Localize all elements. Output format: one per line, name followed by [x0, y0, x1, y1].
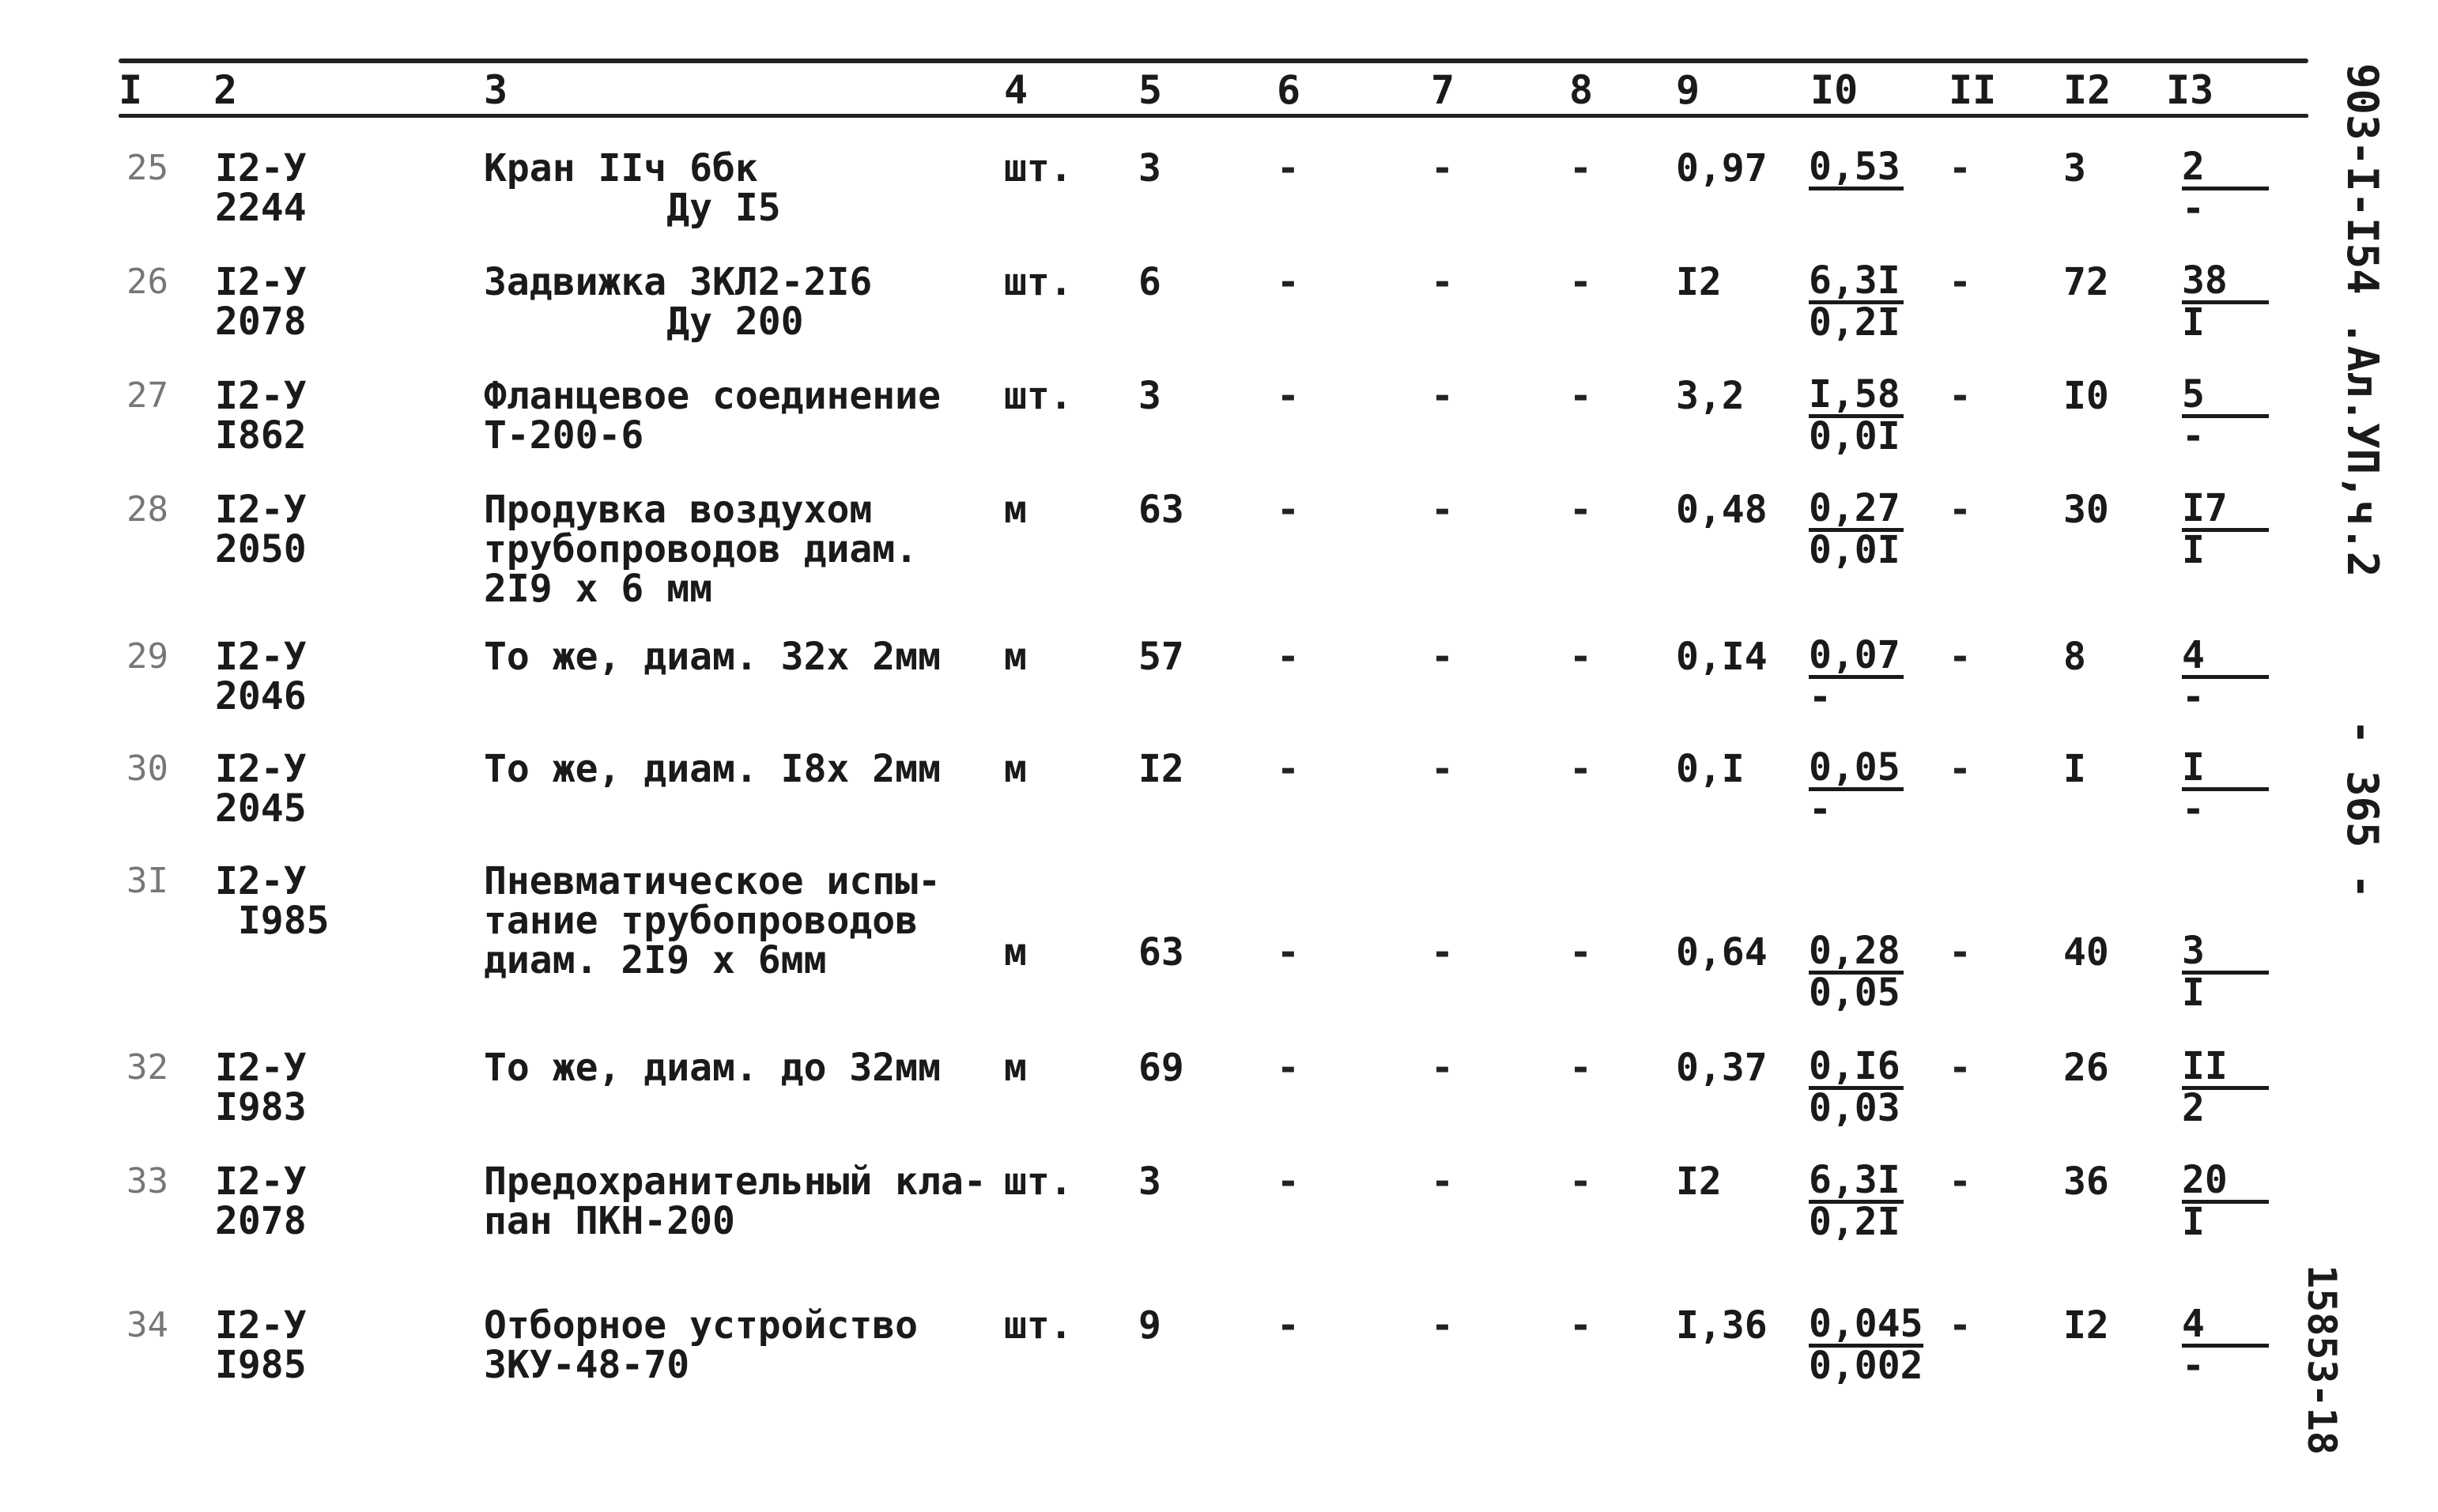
row-col-6: -	[1277, 146, 1300, 190]
table-row	[0, 258, 2324, 389]
row-unit: шт.	[1004, 1159, 1073, 1204]
row-col-13	[2182, 372, 2269, 458]
row-col-10-numerator: 6,3I	[1809, 1162, 1904, 1204]
row-number: 27	[126, 375, 168, 416]
row-col-6: -	[1277, 1303, 1300, 1348]
table-header-rule	[119, 114, 2308, 118]
row-code: I2-У I983	[215, 1046, 307, 1129]
row-quantity: 3	[1138, 146, 1161, 190]
row-col-13-denominator: I	[2182, 971, 2205, 1015]
row-col-13-denominator: -	[2182, 1344, 2205, 1388]
row-col-9: 0,37	[1676, 1046, 1768, 1090]
row-col-10-denominator: 0,0I	[1809, 528, 1900, 572]
row-col-13-denominator: 2	[2182, 1086, 2205, 1130]
row-col-13	[2182, 1302, 2269, 1388]
row-unit: м	[1004, 635, 1027, 679]
table-row	[0, 859, 2324, 1015]
row-col-12: I	[2063, 747, 2086, 791]
row-col-7: -	[1431, 930, 1454, 975]
header-col-5: 5	[1138, 67, 1163, 113]
row-col-10	[1809, 745, 1904, 831]
header-col-8: 8	[1569, 67, 1594, 113]
row-quantity: 57	[1138, 635, 1184, 679]
table-row	[0, 1302, 2324, 1432]
header-col-9: 9	[1676, 67, 1700, 113]
row-number: 32	[126, 1047, 168, 1088]
row-col-13	[2182, 145, 2269, 231]
row-col-10	[1809, 145, 1904, 190]
row-name: То же, диам. 32х 2мм	[484, 635, 941, 679]
row-col-9: 0,64	[1676, 930, 1768, 975]
row-col-10-numerator: 0,07	[1809, 637, 1904, 679]
row-col-12: 3	[2063, 146, 2086, 190]
row-name: Кран IIч 6бк Ду I5	[484, 146, 781, 230]
row-col-8: -	[1569, 747, 1592, 791]
header-col-2: 2	[213, 67, 238, 113]
row-col-13-numerator: 38	[2182, 262, 2269, 304]
row-number: 34	[126, 1305, 168, 1345]
row-col-9: 0,I	[1676, 747, 1745, 791]
row-col-10-denominator: 0,2I	[1809, 300, 1900, 345]
table-row	[0, 486, 2324, 616]
row-col-8: -	[1569, 635, 1592, 679]
row-col-13-numerator: II	[2182, 1048, 2269, 1090]
row-col-10-denominator: 0,2I	[1809, 1200, 1900, 1244]
row-col-11: -	[1949, 635, 1972, 679]
row-col-10	[1809, 372, 1904, 458]
row-col-13-numerator: 3	[2182, 933, 2269, 975]
row-code: I2-У 2078	[215, 260, 307, 344]
row-unit: шт.	[1004, 260, 1073, 304]
row-col-7: -	[1431, 635, 1454, 679]
row-name: Фланцевое соединение Т-200-6	[484, 374, 941, 458]
row-col-9: 0,48	[1676, 488, 1768, 532]
row-col-7: -	[1431, 1159, 1454, 1204]
row-col-10	[1809, 1302, 1923, 1388]
row-number: 30	[126, 748, 168, 789]
row-col-11: -	[1949, 374, 1972, 418]
row-col-13	[2182, 929, 2269, 1015]
side-archive-number: 15853-18	[2299, 1265, 2345, 1455]
row-col-12: 40	[2063, 930, 2109, 975]
row-col-6: -	[1277, 635, 1300, 679]
row-col-10-numerator: 0,27	[1809, 490, 1904, 532]
row-col-13	[2182, 633, 2269, 719]
row-col-9: I,36	[1676, 1303, 1768, 1348]
row-col-13-denominator: I	[2182, 300, 2205, 345]
row-col-7: -	[1431, 1303, 1454, 1348]
row-code: I2-У 2244	[215, 146, 307, 230]
row-unit: шт.	[1004, 146, 1073, 190]
row-quantity: 63	[1138, 488, 1184, 532]
row-name: Предохранительный кла- пан ПКН-200	[484, 1159, 987, 1243]
row-col-10-denominator: 0,002	[1809, 1344, 1923, 1388]
row-col-10	[1809, 929, 1904, 1015]
row-code: I2-У 2045	[215, 747, 307, 831]
table-row	[0, 1158, 2324, 1288]
row-col-12: 72	[2063, 260, 2109, 304]
row-quantity: I2	[1138, 747, 1184, 791]
row-col-13-numerator: 5	[2182, 376, 2269, 418]
row-code: I2-У 2078	[215, 1159, 307, 1243]
row-col-13-numerator: 4	[2182, 637, 2269, 679]
row-col-13-numerator: 20	[2182, 1162, 2269, 1204]
row-col-8: -	[1569, 930, 1592, 975]
header-col-4: 4	[1004, 67, 1028, 113]
row-col-8: -	[1569, 374, 1592, 418]
row-col-11: -	[1949, 1303, 1972, 1348]
header-col-6: 6	[1277, 67, 1301, 113]
row-col-11: -	[1949, 930, 1972, 975]
row-col-7: -	[1431, 374, 1454, 418]
header-col-12: I2	[2063, 67, 2112, 113]
row-unit: м	[1004, 488, 1027, 532]
row-col-7: -	[1431, 1046, 1454, 1090]
header-col-11: II	[1949, 67, 1997, 113]
row-col-12: 36	[2063, 1159, 2109, 1204]
header-col-13: I3	[2166, 67, 2214, 113]
row-col-10-denominator: 0,05	[1809, 971, 1900, 1015]
row-col-13-denominator: -	[2182, 187, 2205, 231]
side-page-number: - 365 -	[2338, 719, 2387, 899]
row-col-12: 8	[2063, 635, 2086, 679]
row-col-9: 0,I4	[1676, 635, 1768, 679]
row-col-8: -	[1569, 1046, 1592, 1090]
row-col-12: 26	[2063, 1046, 2109, 1090]
table-row	[0, 145, 2324, 275]
row-col-10-denominator: -	[1809, 787, 1832, 831]
row-code: I2-У 2050	[215, 488, 307, 571]
row-name: Продувка воздухом трубопроводов диам. 2I9 х 6 мм	[484, 488, 919, 611]
row-name: Отборное устройство 3КУ-48-70	[484, 1303, 919, 1387]
row-name: Задвижка 3КЛ2-2I6 Ду 200	[484, 260, 873, 344]
row-col-10	[1809, 1158, 1904, 1244]
row-col-13-denominator: -	[2182, 675, 2205, 719]
row-col-11: -	[1949, 1159, 1972, 1204]
row-col-13	[2182, 258, 2269, 345]
row-quantity: 69	[1138, 1046, 1184, 1090]
row-col-11: -	[1949, 146, 1972, 190]
row-col-10-numerator: 0,045	[1809, 1302, 1923, 1346]
row-col-6: -	[1277, 747, 1300, 791]
row-col-13-numerator: I7	[2182, 490, 2269, 532]
row-number: 25	[126, 148, 168, 188]
row-col-10	[1809, 258, 1904, 345]
row-col-13-denominator: I	[2182, 1200, 2205, 1244]
row-col-9: 3,2	[1676, 374, 1745, 418]
row-col-10	[1809, 1044, 1904, 1130]
row-name: То же, диам. до 32мм	[484, 1046, 941, 1090]
header-col-1: I	[119, 67, 143, 113]
row-unit: шт.	[1004, 374, 1073, 418]
row-col-6: -	[1277, 374, 1300, 418]
row-quantity: 3	[1138, 1159, 1161, 1204]
table-row	[0, 745, 2324, 876]
row-number: 3I	[126, 861, 168, 901]
row-col-12: I2	[2063, 1303, 2109, 1348]
row-name: То же, диам. I8х 2мм	[484, 747, 941, 791]
row-col-12: 30	[2063, 488, 2109, 532]
row-col-13	[2182, 1044, 2269, 1130]
row-number: 28	[126, 489, 168, 530]
row-name: Пневматическое испы- тание трубопроводов диам. 2I9 х 6мм	[484, 859, 941, 982]
table-row	[0, 633, 2324, 764]
row-col-10	[1809, 486, 1904, 572]
row-col-7: -	[1431, 260, 1454, 304]
row-col-11: -	[1949, 1046, 1972, 1090]
row-quantity: 63	[1138, 930, 1184, 975]
row-col-10-numerator: 0,05	[1809, 749, 1904, 791]
row-col-9: I2	[1676, 260, 1722, 304]
row-code: I2-У I985	[215, 859, 330, 943]
row-col-13-numerator: I	[2182, 749, 2269, 791]
row-unit: м	[1004, 1046, 1027, 1090]
row-col-13-denominator: -	[2182, 414, 2205, 458]
row-col-13-numerator: 4	[2182, 1306, 2269, 1348]
row-col-13-denominator: -	[2182, 787, 2205, 831]
row-col-10	[1809, 633, 1904, 719]
row-col-8: -	[1569, 1159, 1592, 1204]
row-col-10-numerator: 6,3I	[1809, 262, 1904, 304]
row-unit: м	[1004, 747, 1027, 791]
row-col-9: 0,97	[1676, 146, 1768, 190]
table-row	[0, 1044, 2324, 1175]
row-col-8: -	[1569, 260, 1592, 304]
row-col-6: -	[1277, 1046, 1300, 1090]
row-col-11: -	[1949, 747, 1972, 791]
row-col-13	[2182, 486, 2269, 572]
row-col-7: -	[1431, 747, 1454, 791]
row-col-6: -	[1277, 260, 1300, 304]
row-col-8: -	[1569, 1303, 1592, 1348]
row-col-11: -	[1949, 488, 1972, 532]
row-number: 29	[126, 636, 168, 677]
header-col-10: I0	[1810, 67, 1859, 113]
row-col-13	[2182, 1158, 2269, 1244]
row-quantity: 6	[1138, 260, 1161, 304]
row-col-6: -	[1277, 930, 1300, 975]
row-code: I2-У I985	[215, 1303, 307, 1387]
row-quantity: 9	[1138, 1303, 1161, 1348]
row-col-7: -	[1431, 146, 1454, 190]
row-unit: шт.	[1004, 1303, 1073, 1348]
row-col-10-denominator: -	[1809, 675, 1832, 719]
row-col-7: -	[1431, 488, 1454, 532]
row-col-10-numerator: 0,28	[1809, 933, 1904, 975]
row-col-6: -	[1277, 488, 1300, 532]
row-col-10-denominator: 0,0I	[1809, 414, 1900, 458]
row-unit: м	[1004, 930, 1027, 975]
row-number: 33	[126, 1161, 168, 1201]
row-code: I2-У I862	[215, 374, 307, 458]
row-quantity: 3	[1138, 374, 1161, 418]
row-col-10-numerator: I,58	[1809, 376, 1904, 418]
row-col-13-numerator: 2	[2182, 149, 2269, 190]
side-document-code: 903-I-I54 .Ал.УП,ч.2	[2338, 63, 2387, 578]
row-col-6: -	[1277, 1159, 1300, 1204]
row-col-10-numerator: 0,I6	[1809, 1048, 1904, 1090]
table-row	[0, 372, 2324, 503]
row-col-8: -	[1569, 146, 1592, 190]
row-code: I2-У 2046	[215, 635, 307, 718]
row-col-10-numerator: 0,53	[1809, 149, 1904, 190]
header-col-7: 7	[1431, 67, 1455, 113]
row-col-13-denominator: I	[2182, 528, 2205, 572]
row-col-11: -	[1949, 260, 1972, 304]
header-col-3: 3	[484, 67, 508, 113]
row-col-10-denominator: 0,03	[1809, 1086, 1900, 1130]
row-col-9: I2	[1676, 1159, 1722, 1204]
row-col-12: I0	[2063, 374, 2109, 418]
table-top-rule	[119, 58, 2308, 63]
row-col-8: -	[1569, 488, 1592, 532]
row-col-13	[2182, 745, 2269, 831]
row-number: 26	[126, 262, 168, 302]
